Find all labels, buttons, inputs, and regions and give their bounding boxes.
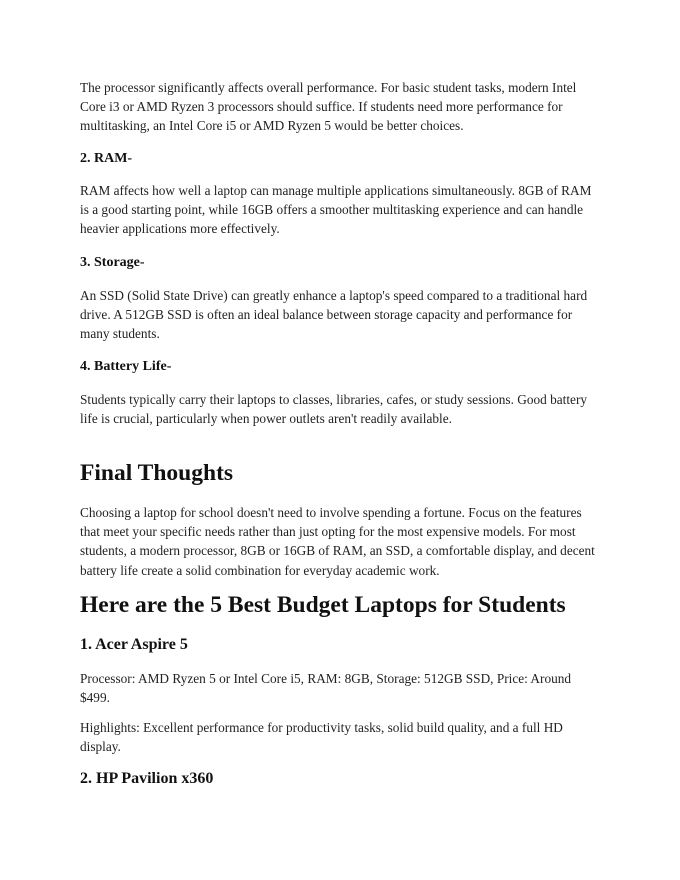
final-thoughts-paragraph: Choosing a laptop for school doesn't need to involve spending a fortune. Focus on the features that meet your specific needs rather than just opting for the most expensive models. For most students, a modern processor, 8GB or 16GB of RAM, an SSD, a comfortable display, and decent battery life create a solid combination for everyday academic work. bbox=[80, 505, 595, 578]
ram-paragraph: RAM affects how well a laptop can manage multiple applications simultaneously. 8GB of RAM is a good starting point, while 16GB offers a smoother multitasking experience and can handle heavier applications more effectively. bbox=[80, 183, 592, 237]
battery-paragraph: Students typically carry their laptops to classes, libraries, cafes, or study sessions. Good battery life is crucial, particularly when power outlets aren't readily available. bbox=[80, 392, 588, 427]
battery-heading: 4. Battery Life- bbox=[80, 359, 172, 374]
laptop-2-title: 2. HP Pavilion x360 bbox=[80, 770, 214, 787]
best-laptops-heading: Here are the 5 Best Budget Laptops for Students bbox=[80, 592, 566, 618]
ram-heading: 2. RAM- bbox=[80, 151, 133, 166]
processor-paragraph: The processor significantly affects overall performance. For basic student tasks, modern Intel Core i3 or AMD Ryzen 3 processors should suffice. If students need more performance for multitasking, an Intel Core i5 or AMD Ryzen 5 would be better choices. bbox=[80, 80, 577, 134]
laptop-1-title: 1. Acer Aspire 5 bbox=[80, 636, 188, 653]
laptop-1-specs: Processor: AMD Ryzen 5 or Intel Core i5, RAM: 8GB, Storage: 512GB SSD, Price: Around $499. bbox=[80, 671, 572, 706]
final-thoughts-heading: Final Thoughts bbox=[80, 460, 234, 486]
laptop-1-highlights: Highlights: Excellent performance for productivity tasks, solid build quality, and a full HD display. bbox=[80, 720, 563, 755]
storage-heading: 3. Storage- bbox=[80, 255, 145, 270]
storage-paragraph: An SSD (Solid State Drive) can greatly enhance a laptop's speed compared to a traditional hard drive. A 512GB SSD is often an ideal balance between storage capacity and performance for many students. bbox=[80, 288, 588, 342]
